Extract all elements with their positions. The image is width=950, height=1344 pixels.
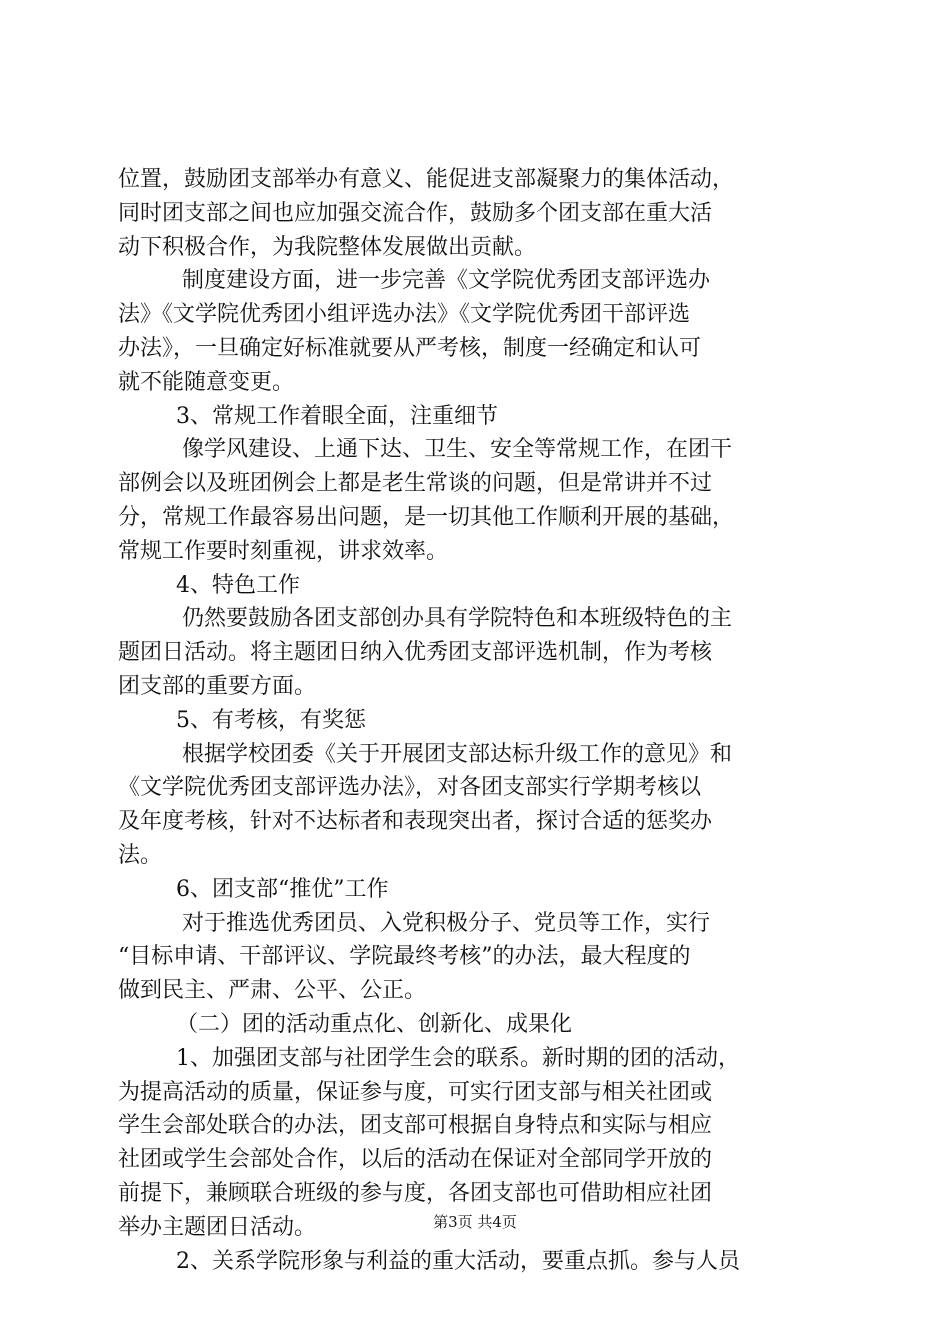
text-line: （二）团的活动重点化、创新化、成果化	[176, 1011, 573, 1037]
text-line: 题团日活动。将主题团日纳入优秀团支部评选机制，作为考核	[118, 640, 713, 666]
text-line: “目标申请、干部评议、学院最终考核”的办法，最大程度的	[118, 944, 691, 970]
text-line: 就不能随意变更。	[118, 369, 295, 395]
text-line: 制度建设方面，进一步完善《文学院优秀团支部评选办	[182, 268, 711, 294]
page-footer: 第3页 共4页	[433, 1213, 517, 1231]
text-line: 常规工作要时刻重视，讲求效率。	[118, 538, 449, 564]
document-body	[118, 163, 833, 1278]
text-line: 为提高活动的质量，保证参与度，可实行团支部与相关社团或	[118, 1079, 713, 1105]
text-line: 部例会以及班团例会上都是老生常谈的问题，但是常讲并不过	[118, 471, 713, 497]
text-line: 前提下，兼顾联合班级的参与度，各团支部也可借助相应社团	[118, 1180, 713, 1206]
text-line: 5、有考核，有奖惩	[176, 707, 366, 733]
text-line: 法》《文学院优秀团小组评选办法》《文学院优秀团干部评选	[118, 302, 691, 328]
text-line: 对于推选优秀团员、入党积极分子、党员等工作，实行	[182, 910, 711, 936]
text-line: 4、特色工作	[176, 572, 300, 598]
text-line: 同时团支部之间也应加强交流合作，鼓励多个团支部在重大活	[118, 200, 713, 226]
text-line: 2、关系学院形象与利益的重大活动，要重点抓。参与人员	[176, 1248, 740, 1274]
text-line: 动下积极合作，为我院整体发展做出贡献。	[118, 234, 537, 260]
text-line: 1、加强团支部与社团学生会的联系。新时期的团的活动，	[176, 1045, 740, 1071]
text-line: 团支部的重要方面。	[118, 673, 317, 699]
text-line: 办法》，一旦确定好标准就要从严考核，制度一经确定和认可	[118, 335, 702, 361]
text-line: 法。	[118, 842, 163, 868]
text-line: 仍然要鼓励各团支部创办具有学院特色和本班级特色的主	[182, 606, 733, 632]
text-line: 像学风建设、上通下达、卫生、安全等常规工作，在团干	[182, 437, 733, 463]
text-line: 3、常规工作着眼全面，注重细节	[176, 403, 498, 429]
text-line: 举办主题团日活动。	[118, 1214, 317, 1240]
text-line: 学生会部处联合的办法，团支部可根据自身特点和实际与相应	[118, 1113, 713, 1139]
text-line: 社团或学生会部处合作，以后的活动在保证对全部同学开放的	[118, 1147, 713, 1173]
text-line: 位置，鼓励团支部举办有意义、能促进支部凝聚力的集体活动，	[118, 167, 735, 192]
text-line: 《文学院优秀团支部评选办法》，对各团支部实行学期考核以	[118, 775, 702, 801]
text-line: 6、团支部“推优”工作	[176, 876, 389, 902]
text-line: 做到民主、严肃、公平、公正。	[118, 978, 427, 1004]
text-line: 分，常规工作最容易出问题，是一切其他工作顺利开展的基础，	[118, 504, 735, 530]
text-line: 及年度考核，针对不达标者和表现突出者，探讨合适的惩奖办	[118, 809, 713, 835]
text-line: 根据学校团委《关于开展团支部达标升级工作的意见》和	[182, 741, 733, 767]
